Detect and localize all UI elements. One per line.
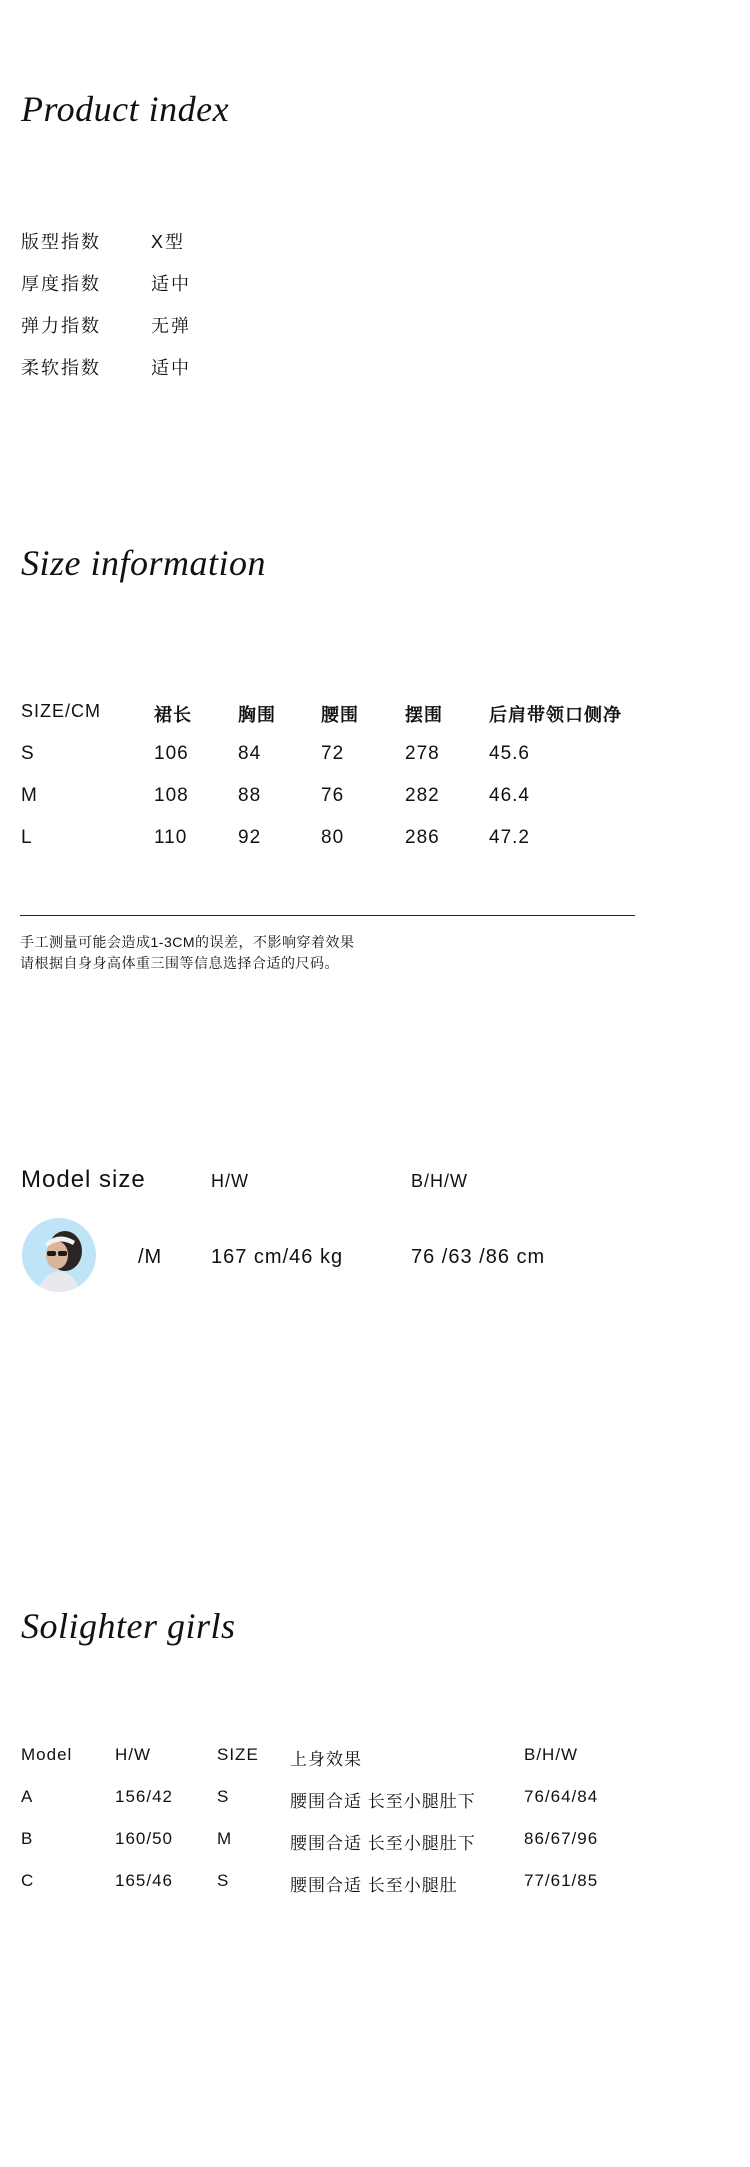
size-cell: M: [217, 1829, 233, 1848]
value-cell: 106: [154, 743, 189, 764]
value-cell: 76: [321, 785, 345, 806]
model-bhw-value: 76 /63 /86 cm: [411, 1246, 546, 1268]
bhw-cell: 76/64/84: [524, 1787, 599, 1806]
size-cell: S: [217, 1787, 230, 1806]
girls-title: Solighter girls: [21, 1606, 236, 1646]
index-value: 无弹: [151, 316, 191, 336]
fit-cell: 腰围合适 长至小腿肚: [290, 1876, 458, 1895]
value-cell: 110: [154, 827, 188, 848]
value-cell: 88: [238, 785, 262, 806]
value-cell: 282: [405, 785, 440, 806]
index-row-softness: [21, 354, 191, 380]
value-cell: 92: [238, 827, 262, 848]
value-cell: 47.2: [489, 827, 530, 848]
index-label: 柔软指数: [21, 358, 101, 378]
value-cell: 46.4: [489, 785, 530, 806]
header-cell: SIZE: [217, 1745, 259, 1764]
value-cell: 80: [321, 827, 345, 848]
size-cell: M: [21, 785, 38, 806]
model-cell: C: [21, 1871, 35, 1890]
index-label: 版型指数: [21, 232, 101, 252]
value-cell: 108: [154, 785, 189, 806]
hw-cell: 165/46: [115, 1871, 173, 1890]
value-cell: 72: [321, 743, 345, 764]
model-hw-label: H/W: [211, 1171, 249, 1191]
header-cell: 腰围: [321, 705, 359, 725]
model-cell: A: [21, 1787, 34, 1806]
index-row-fit: [21, 228, 185, 254]
index-label: 弹力指数: [21, 316, 101, 336]
index-value: 适中: [151, 274, 191, 294]
value-cell: 286: [405, 827, 440, 848]
model-avatar: [21, 1217, 97, 1293]
value-cell: 45.6: [489, 743, 530, 764]
hw-cell: 160/50: [115, 1829, 173, 1848]
value-cell: 84: [238, 743, 262, 764]
header-cell: 胸围: [238, 705, 276, 725]
header-cell: H/W: [115, 1745, 152, 1764]
hw-cell: 156/42: [115, 1787, 173, 1806]
header-cell: B/H/W: [524, 1745, 579, 1764]
header-cell: 上身效果: [290, 1750, 362, 1769]
model-hw-value: 167 cm/46 kg: [211, 1246, 344, 1268]
header-cell: Model: [21, 1745, 73, 1764]
bhw-cell: 77/61/85: [524, 1871, 599, 1890]
header-cell: SIZE/CM: [21, 701, 102, 721]
header-cell: 摆围: [405, 705, 443, 725]
header-cell: 裙长: [154, 705, 192, 725]
fit-cell: 腰围合适 长至小腿肚下: [290, 1792, 476, 1811]
value-cell: 278: [405, 743, 440, 764]
model-size-value: /M: [138, 1246, 163, 1268]
size-cell: S: [217, 1871, 230, 1890]
model-cell: B: [21, 1829, 34, 1848]
size-cell: S: [21, 743, 35, 764]
measure-note: 手工测量可能会造成1-3CM的误差，不影响穿着效果: [20, 934, 355, 950]
index-row-elasticity: [21, 312, 191, 338]
model-size-label: Model size: [21, 1166, 146, 1193]
divider-line: [20, 915, 635, 916]
model-bhw-label: B/H/W: [411, 1171, 468, 1191]
index-value: 适中: [151, 358, 191, 378]
size-cell: L: [21, 827, 33, 848]
index-value: X型: [151, 232, 186, 252]
index-label: 厚度指数: [21, 274, 101, 294]
size-info-title: Size information: [21, 543, 267, 583]
index-row-thickness: [21, 270, 191, 296]
header-cell: 后肩带领口侧净: [489, 705, 622, 725]
fit-cell: 腰围合适 长至小腿肚下: [290, 1834, 476, 1853]
product-index-title: Product index: [21, 89, 230, 129]
size-advice-note: 请根据自身身高体重三围等信息选择合适的尺码。: [20, 955, 339, 971]
bhw-cell: 86/67/96: [524, 1829, 599, 1848]
